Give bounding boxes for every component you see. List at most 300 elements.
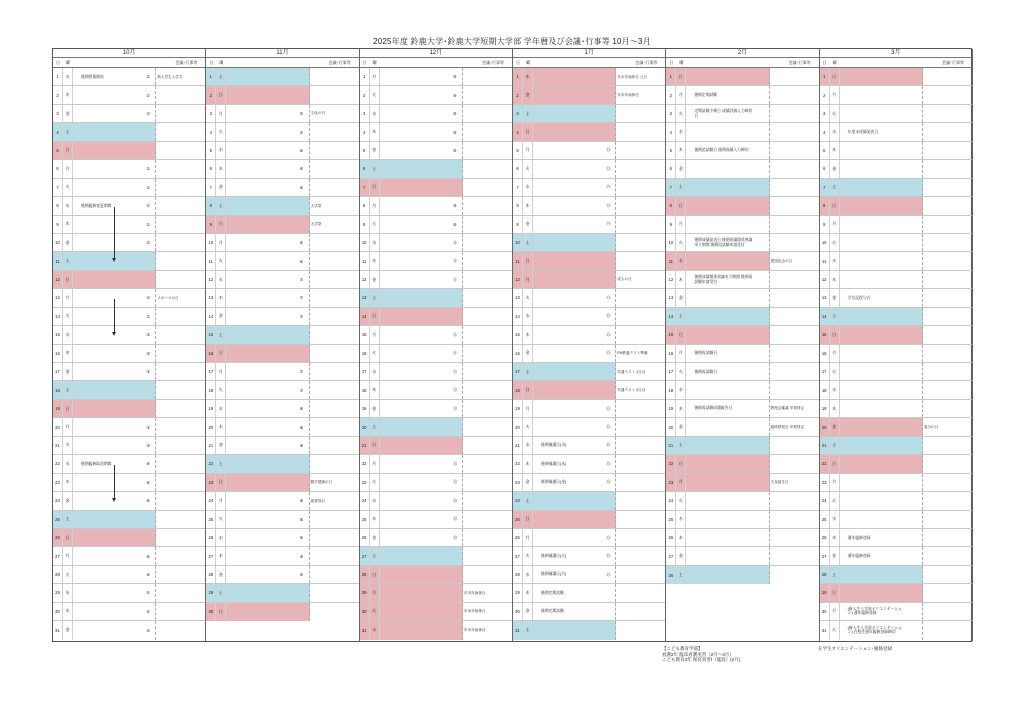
meeting-event <box>309 234 359 251</box>
day-number: 31 <box>513 621 523 639</box>
meeting-event <box>922 584 972 601</box>
class-session-number: ⑥ <box>299 240 304 246</box>
calendar-day-row <box>666 345 818 363</box>
meeting-event <box>462 474 512 491</box>
meeting-event: 年末年始休日 <box>462 584 512 601</box>
day-number: 19 <box>666 400 676 417</box>
academic-event <box>388 363 446 380</box>
academic-event: (新入生入学前オリエンテーション) 通年履修登録 <box>847 607 902 616</box>
meeting-event <box>615 179 665 196</box>
meeting-event <box>155 86 205 103</box>
day-number: 15 <box>666 326 676 343</box>
calendar-day-row <box>820 105 972 123</box>
day-number: 22 <box>820 455 830 472</box>
day-number: 3 <box>820 105 830 122</box>
calendar-day-row <box>206 345 358 363</box>
day-number: 13 <box>820 289 830 306</box>
meeting-event <box>309 68 359 85</box>
meeting-event <box>309 547 359 564</box>
class-session-number: ⑩ <box>452 129 457 135</box>
academic-event <box>81 437 139 454</box>
academic-event <box>388 511 446 528</box>
month-column <box>360 49 513 641</box>
academic-event <box>234 160 292 177</box>
day-number: 21 <box>820 437 830 454</box>
academic-event <box>541 105 599 122</box>
day-number: 4 <box>666 123 676 140</box>
weekday: 土 <box>830 308 840 325</box>
meeting-event <box>462 271 512 288</box>
meeting-event <box>615 455 665 472</box>
weekday: 土 <box>523 621 533 639</box>
meeting-event <box>769 234 819 251</box>
weekday: 木 <box>523 326 533 343</box>
calendar-day-row <box>360 381 512 399</box>
calendar-day-row <box>666 160 818 178</box>
academic-event <box>388 529 446 546</box>
day-number: 17 <box>53 363 63 380</box>
calendar-day-row <box>820 179 972 197</box>
weekday: 木 <box>216 160 226 177</box>
weekday: 日 <box>370 308 380 325</box>
weekday: 火 <box>830 105 840 122</box>
calendar-day-row <box>206 474 358 492</box>
day-number: 10 <box>206 234 216 251</box>
meeting-event <box>922 142 972 159</box>
weekday: 日 <box>830 197 840 214</box>
calendar-day-row <box>53 160 205 178</box>
weekday: 金 <box>216 566 226 583</box>
day-number: 26 <box>360 529 370 546</box>
day-number: 14 <box>820 308 830 325</box>
header-weekday: 曜 <box>832 60 837 65</box>
class-session-number: ⑮ <box>606 424 611 430</box>
meeting-event <box>922 621 972 639</box>
academic-event <box>388 345 446 362</box>
academic-event <box>234 308 292 325</box>
weekday: 土 <box>676 179 686 196</box>
meeting-event <box>922 326 972 343</box>
calendar-day-row <box>53 271 205 289</box>
calendar-day-row <box>666 105 818 123</box>
academic-event <box>234 252 292 269</box>
academic-event <box>541 271 599 288</box>
academic-event <box>81 142 139 159</box>
calendar-day-row <box>513 492 665 510</box>
day-number: 5 <box>666 142 676 159</box>
class-session-number: ⑫ <box>452 460 458 466</box>
weekday: 火 <box>523 289 533 306</box>
day-number: 29 <box>360 584 370 601</box>
calendar-day-row <box>513 289 665 307</box>
academic-event <box>541 326 599 343</box>
day-number: 2 <box>206 86 216 103</box>
meeting-event <box>309 529 359 546</box>
calendar-day-row <box>666 86 818 104</box>
academic-event <box>234 492 292 509</box>
header-meeting: 会議･行事等 <box>481 60 504 65</box>
meeting-event <box>615 123 665 140</box>
weekday: 水 <box>830 123 840 140</box>
weekday: 土 <box>63 123 73 140</box>
academic-event <box>541 492 599 509</box>
meeting-event <box>462 68 512 85</box>
meeting-event <box>922 492 972 509</box>
meeting-event <box>922 511 972 528</box>
weekday: 木 <box>523 68 533 85</box>
class-session-number: ③ <box>146 424 151 430</box>
academic-event <box>81 216 139 233</box>
weekday: 木 <box>63 86 73 103</box>
calendar-day-row <box>360 455 512 473</box>
column-header <box>666 58 818 68</box>
class-session-number: ② <box>146 240 151 246</box>
academic-event: 後期成績発表日 後期成績関係異議申立期間 後期再試験申請受付 <box>694 238 753 247</box>
weekday: 土 <box>370 289 380 306</box>
academic-event <box>694 160 752 177</box>
calendar-day-row <box>360 179 512 197</box>
day-number: 1 <box>53 68 63 85</box>
day-number: 18 <box>206 381 216 398</box>
calendar-day-row <box>513 400 665 418</box>
meeting-event: 共通テスト 1日目 <box>615 363 665 380</box>
calendar-day-row <box>53 511 205 529</box>
meeting-event <box>155 197 205 214</box>
class-session-number: ⑮ <box>606 460 611 466</box>
calendar-day-row <box>53 529 205 547</box>
day-number: 4 <box>53 123 63 140</box>
calendar-day-row <box>53 105 205 123</box>
meeting-event: FM教養テスト準備 <box>615 345 665 362</box>
meeting-event <box>309 566 359 583</box>
calendar-day-row <box>513 363 665 381</box>
day-number: 14 <box>53 308 63 325</box>
calendar-day-row <box>206 252 358 270</box>
day-number: 22 <box>206 455 216 472</box>
weekday: 火 <box>830 363 840 380</box>
weekday: 火 <box>63 308 73 325</box>
header-meeting: 会議･行事等 <box>941 60 964 65</box>
meeting-event <box>155 216 205 233</box>
calendar-day-row <box>360 529 512 547</box>
academic-event <box>848 363 906 380</box>
day-number: 5 <box>206 142 216 159</box>
calendar-day-row <box>513 68 665 86</box>
academic-event <box>234 363 292 380</box>
day-number: 26 <box>820 529 830 546</box>
day-number: 18 <box>666 381 676 398</box>
class-session-number: ⑫ <box>452 405 458 411</box>
weekday: 土 <box>216 584 226 601</box>
weekday: 金 <box>523 216 533 233</box>
calendar-day-row <box>53 68 205 86</box>
weekday: 月 <box>830 603 840 620</box>
academic-event <box>388 492 446 509</box>
weekday: 火 <box>523 418 533 435</box>
weekday: 月 <box>370 455 380 472</box>
weekday: 日 <box>216 216 226 233</box>
day-number: 16 <box>820 345 830 362</box>
meeting-event <box>615 289 665 306</box>
day-number: 23 <box>666 474 676 491</box>
meeting-event <box>462 326 512 343</box>
day-number: 8 <box>820 197 830 214</box>
calendar-day-row <box>820 418 972 436</box>
academic-event <box>234 529 292 546</box>
day-number: 24 <box>513 492 523 509</box>
weekday: 金 <box>63 621 73 639</box>
calendar-day-row <box>360 345 512 363</box>
day-number: 10 <box>820 234 830 251</box>
footnote-line: 看護2年 臨床看護実習（2月～3月） <box>662 651 734 657</box>
calendar-day-row <box>53 179 205 197</box>
weekday: 月 <box>216 492 226 509</box>
day-number: 30 <box>360 603 370 620</box>
academic-event <box>388 86 446 103</box>
day-number: 16 <box>513 345 523 362</box>
calendar-day-row <box>513 252 665 270</box>
calendar-day-row <box>513 86 665 104</box>
day-number: 7 <box>513 179 523 196</box>
meeting-event <box>769 86 819 103</box>
academic-event <box>541 621 599 639</box>
class-session-number: ⑤ <box>146 627 151 633</box>
academic-event <box>234 511 292 528</box>
academic-event <box>81 345 139 362</box>
day-number: 9 <box>820 216 830 233</box>
day-number: 30 <box>53 603 63 620</box>
calendar-day-row <box>513 271 665 289</box>
academic-event <box>388 105 446 122</box>
day-number: 21 <box>53 437 63 454</box>
calendar-day-row <box>360 289 512 307</box>
class-session-number: ⑪ <box>452 350 458 356</box>
day-number: 2 <box>53 86 63 103</box>
weekday: 火 <box>830 621 840 639</box>
calendar-day-row <box>820 123 972 141</box>
meeting-event <box>155 455 205 472</box>
weekday: 水 <box>676 123 686 140</box>
calendar-day-row <box>206 234 358 252</box>
duration-arrow <box>114 207 115 260</box>
day-number: 4 <box>206 123 216 140</box>
academic-event <box>81 271 139 288</box>
calendar-day-row <box>513 511 665 529</box>
day-number: 22 <box>53 455 63 472</box>
meeting-event <box>615 492 665 509</box>
calendar-day-row <box>513 621 665 639</box>
calendar-day-row <box>360 400 512 418</box>
calendar-day-row <box>820 68 972 86</box>
meeting-event <box>309 271 359 288</box>
calendar-day-row <box>820 142 972 160</box>
meeting-event <box>309 584 359 601</box>
meeting-event <box>462 197 512 214</box>
calendar-day-row <box>53 86 205 104</box>
calendar-day-row <box>53 474 205 492</box>
calendar-day-row <box>53 455 205 473</box>
meeting-event <box>615 308 665 325</box>
calendar-day-row <box>513 566 665 584</box>
meeting-event <box>309 289 359 306</box>
day-number: 1 <box>820 68 830 85</box>
class-session-number: ③ <box>146 369 151 375</box>
calendar-day-row <box>206 363 358 381</box>
day-number: 7 <box>820 179 830 196</box>
day-number: 28 <box>206 566 216 583</box>
class-session-number: ⑪ <box>452 258 458 264</box>
weekday: 月 <box>830 474 840 491</box>
meeting-event <box>155 511 205 528</box>
header-day: 日 <box>822 60 827 65</box>
weekday: 月 <box>63 547 73 564</box>
weekday: 土 <box>216 326 226 343</box>
weekday: 日 <box>676 326 686 343</box>
day-number: 16 <box>666 345 676 362</box>
academic-event <box>848 566 906 583</box>
day-number: 10 <box>513 234 523 251</box>
day-number: 4 <box>360 123 370 140</box>
meeting-event <box>462 345 512 362</box>
academic-event <box>388 400 446 417</box>
month-column <box>53 49 206 641</box>
weekday: 日 <box>216 345 226 362</box>
weekday: 木 <box>63 474 73 491</box>
weekday: 日 <box>216 86 226 103</box>
weekday: 水 <box>370 363 380 380</box>
weekday: 日 <box>830 455 840 472</box>
academic-event <box>81 123 139 140</box>
academic-event: 後期補講日(水) <box>541 443 567 448</box>
weekday: 金 <box>523 345 533 362</box>
weekday: 月 <box>216 105 226 122</box>
meeting-event <box>462 86 512 103</box>
class-session-number: ① <box>146 111 151 117</box>
day-number: 17 <box>513 363 523 380</box>
meeting-event <box>462 418 512 435</box>
meeting-event: 建国記念の日 <box>769 252 819 269</box>
day-number: 18 <box>360 381 370 398</box>
class-session-number: ② <box>146 203 151 209</box>
class-session-number: ⑪ <box>452 239 458 245</box>
weekday: 金 <box>63 363 73 380</box>
academic-event <box>848 511 906 528</box>
academic-event <box>541 68 599 85</box>
class-session-number: ⑥ <box>299 184 304 190</box>
academic-event <box>234 381 292 398</box>
day-number: 22 <box>666 455 676 472</box>
weekday: 日 <box>216 603 226 621</box>
calendar-day-row <box>513 234 665 252</box>
weekday: 火 <box>370 216 380 233</box>
meeting-event <box>615 142 665 159</box>
calendar-day-row <box>206 603 358 621</box>
day-number: 16 <box>360 345 370 362</box>
day-number: 17 <box>206 363 216 380</box>
meeting-event: 共通テスト 2日目 <box>615 381 665 398</box>
day-number: 22 <box>513 455 523 472</box>
academic-event <box>388 474 446 491</box>
day-number: 21 <box>513 437 523 454</box>
academic-event <box>388 437 446 454</box>
academic-event <box>234 345 292 362</box>
class-session-number: ⑦ <box>299 277 304 283</box>
class-session-number: ⑬ <box>606 165 611 171</box>
day-number: 20 <box>820 418 830 435</box>
day-number: 21 <box>666 437 676 454</box>
weekday: 水 <box>216 400 226 417</box>
calendar-day-row <box>820 308 972 326</box>
header-day: 日 <box>209 60 214 65</box>
academic-event: 後期補講日(火) <box>541 553 567 558</box>
meeting-event <box>462 566 512 583</box>
calendar-day-row <box>820 455 972 473</box>
weekday: 火 <box>830 234 840 251</box>
day-number: 28 <box>666 566 676 584</box>
calendar-day-row <box>820 603 972 621</box>
column-header <box>206 58 358 68</box>
calendar-day-row <box>513 603 665 621</box>
day-number: 19 <box>206 400 216 417</box>
meeting-event <box>462 529 512 546</box>
calendar-day-row <box>666 400 818 418</box>
day-number: 11 <box>360 252 370 269</box>
day-number: 14 <box>513 308 523 325</box>
class-session-number: ⑮ <box>606 534 611 540</box>
day-number: 24 <box>820 492 830 509</box>
weekday: 木 <box>216 289 226 306</box>
day-number: 24 <box>360 492 370 509</box>
month-name: 2月 <box>666 49 818 58</box>
academic-event: 通年履修登録 <box>847 553 871 558</box>
day-number: 30 <box>206 603 216 621</box>
calendar-day-row <box>360 271 512 289</box>
meeting-event <box>309 252 359 269</box>
calendar-day-row <box>360 547 512 565</box>
academic-event <box>81 511 139 528</box>
class-session-number: ③ <box>146 332 151 338</box>
day-number: 23 <box>53 474 63 491</box>
meeting-event <box>462 216 512 233</box>
meeting-event: 教授会審議 卒業判定 <box>769 400 819 417</box>
calendar-day-row <box>513 105 665 123</box>
academic-event <box>694 179 752 196</box>
academic-event <box>234 326 292 343</box>
meeting-event <box>615 437 665 454</box>
meeting-event <box>309 381 359 398</box>
academic-event <box>234 105 292 122</box>
day-number: 10 <box>53 234 63 251</box>
class-session-number: ⑦ <box>299 295 304 301</box>
academic-event <box>694 308 752 325</box>
meeting-event <box>155 105 205 122</box>
calendar-day-row <box>666 234 818 252</box>
day-number: 6 <box>360 160 370 177</box>
day-number: 23 <box>820 474 830 491</box>
header-weekday: 曜 <box>679 60 684 65</box>
class-session-number: ⑨ <box>452 74 457 80</box>
weekday: 月 <box>830 216 840 233</box>
academic-event <box>541 381 599 398</box>
academic-event <box>694 511 752 528</box>
weekday: 火 <box>523 160 533 177</box>
class-session-number: ⑤ <box>146 608 151 614</box>
academic-event <box>81 529 139 546</box>
academic-event <box>848 584 906 601</box>
weekday: 火 <box>523 547 533 564</box>
meeting-event: 年末年始休日 <box>462 603 512 620</box>
weekday: 水 <box>676 252 686 269</box>
